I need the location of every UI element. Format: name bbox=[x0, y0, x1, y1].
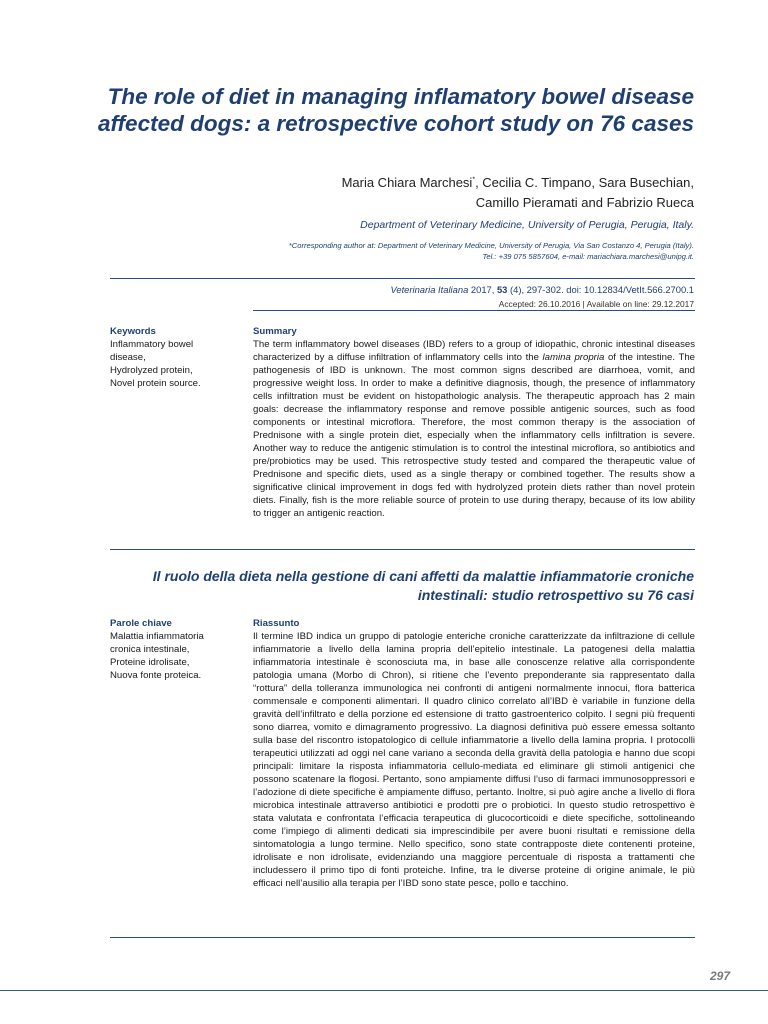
keyword-item: Proteine idrolisate, bbox=[110, 657, 190, 668]
keyword-item: Inflammatory bowel bbox=[110, 339, 194, 350]
keyword-item: Malattia infiammatoria bbox=[110, 631, 204, 642]
paper-title: The role of diet in managing inflamatory bowel disease affected dogs: a retrospective cohort study on 76 cases bbox=[97, 84, 694, 136]
keyword-item: Nuova fonte proteica. bbox=[110, 670, 202, 681]
parole-chiave-section bbox=[110, 617, 235, 682]
section-divider bbox=[110, 549, 695, 550]
corresponding-author-note bbox=[134, 240, 694, 262]
corresponding-mark: * bbox=[472, 177, 476, 184]
page-number: 297 bbox=[709, 969, 730, 983]
parole-chiave-heading: Parole chiave bbox=[110, 618, 172, 629]
keyword-item: Hydrolyzed protein, bbox=[110, 365, 193, 376]
keywords-section bbox=[110, 325, 235, 390]
author-list bbox=[174, 171, 694, 213]
footer-divider bbox=[110, 937, 695, 938]
citation-line: Veterinaria Italiana 2017, 53 (4), 297-302. doi: 10.12834/VetIt.566.2700.1 bbox=[390, 284, 694, 295]
keyword-item: cronica intestinale, bbox=[110, 644, 190, 655]
corresponding-line-2: Tel.: +39 075 5857604, e-mail: mariachiara.marchesi@unipg.it. bbox=[482, 252, 694, 261]
italian-title: Il ruolo della dieta nella gestione di cani affetti da malattie infiammatorie croniche intestinali: studio retrospettivo su 76 casi bbox=[152, 568, 694, 603]
author-line-1: Maria Chiara Marchesi*, Cecilia C. Timpano, Sara Busechian, bbox=[341, 175, 694, 191]
riassunto-section bbox=[253, 617, 695, 890]
corresponding-line-1: *Corresponding author at: Department of Veterinary Medicine, University of Perugia, Via San Costanzo 4, Perugia (Italy). bbox=[288, 241, 694, 250]
citation-divider bbox=[253, 310, 695, 311]
keyword-item: Novel protein source. bbox=[110, 378, 201, 389]
citation-block bbox=[134, 283, 694, 311]
accepted-line: Accepted: 26.10.2016 | Available on line: 29.12.2017 bbox=[498, 299, 694, 309]
page-bottom-rule bbox=[0, 990, 768, 991]
summary-text: The term inflammatory bowel diseases (IBD) refers to a group of idiopathic, chronic intestinal diseases characterized by a diffuse infiltration of inflammatory cells into the lamina propria of the intestine. The pathogenesis of IBD is unknown. The most common signs described are diarrhoea, vomit, and progressive weight loss. In order to make a definitive diagnosis, though, the presence of inflammatory cells infiltration must be evident on histopathologic analysis. The therapeutic approach has 2 main goals: decrease the inflammatory response and remove possible antigenic sources, such as food components or intestinal microflora. Therefore, the most common therapy is the association of Prednisone with a single protein diet, especially when the inflammatory cells infiltration is severe. Another way to reduce the antigenic stimulation is to control the intestinal microflora, so antibiotics and pre/probiotics may be used. This retrospective study tested and compared the therapeutic value of Prednisone and specific diets, used as a single therapy or combined together. The results show a significative clinical improvement in dogs fed with hydrolyzed protein diets rather than novel protein diets. Finally, fish is the more reliable source of protein to use during therapy, because of its low ability to trigger an antigenic reaction. bbox=[253, 339, 695, 519]
header-divider bbox=[110, 278, 695, 279]
riassunto-heading: Riassunto bbox=[253, 618, 300, 629]
riassunto-text: Il termine IBD indica un gruppo di patologie enteriche croniche caratterizzate da infiltrazione di cellule infiammatorie a livello della lamina propria dell’epitelio intestinale. La patogenesi della malattia infiammatoria intestinale è sconosciuta ma, in base alle conoscenze relative alla corrispondente patologia umana (Morbo di Chron), si ritiene che l’evento preponderante sia rappresentato dalla “rottura” della tolleranza immunologica nei confronti di antigeni normalmente innocui, flora batterica commensale e componenti alimentari. Il quadro clinico correlato all’IBD è variabile in funzione della gravità dell’infiltrato e della porzione ed estensione di tratto gastroenterico colpito. I segni più frequenti sono diarrea, vomito e dimagramento progressivo. La diagnosi definitiva può essere emessa soltanto sulla base del riscontro istopatologico di cellule infiammatorie a livello della lamina propria. I protocolli terapeutici utilizzati ad oggi nel cane variano a seconda della gravità della patologia e hanno due scopi principali: limitare la risposta infiammatoria cellulo-mediata ed eliminare gli stimoli antigenici che possono scatenare la flogosi. Pertanto, sono ampiamente diffusi l’uso di farmaci immunosoppressori e l’adozione di diete specifiche è ampiamente diffuso, pertanto. Inoltre, si può agire anche a livello di flora microbica intestinale attraverso antibiotici e prodotti pre o probiotici. In questo studio retrospettivo è stata valutata e confrontata l’efficacia terapeutica di glucocorticoidi e diete specifiche, sottolineando come l’impiego di alimenti dedicati sia imprescindibile per avere buoni risultati e remissione della sintomatologia a lungo termine. Nello specifico, sono state contrapposte diete contenenti proteine, idrolisate e non idrolisate, evidenziando una maggiore percentuale di risposta a trattamenti che includessero il primo tipo di fonti proteiche. Infine, tra le diverse proteine di origine animale, le più efficaci nell’ausilio alla terapia per l’IBD sono state pesce, pollo e tacchino. bbox=[253, 631, 695, 889]
affiliation: Department of Veterinary Medicine, University of Perugia, Perugia, Italy. bbox=[360, 219, 694, 231]
keyword-item: disease, bbox=[110, 352, 146, 363]
summary-section bbox=[253, 325, 695, 520]
author-line-2: Camillo Pieramati and Fabrizio Rueca bbox=[475, 195, 694, 211]
keywords-heading: Keywords bbox=[110, 326, 156, 337]
summary-heading: Summary bbox=[253, 326, 297, 337]
